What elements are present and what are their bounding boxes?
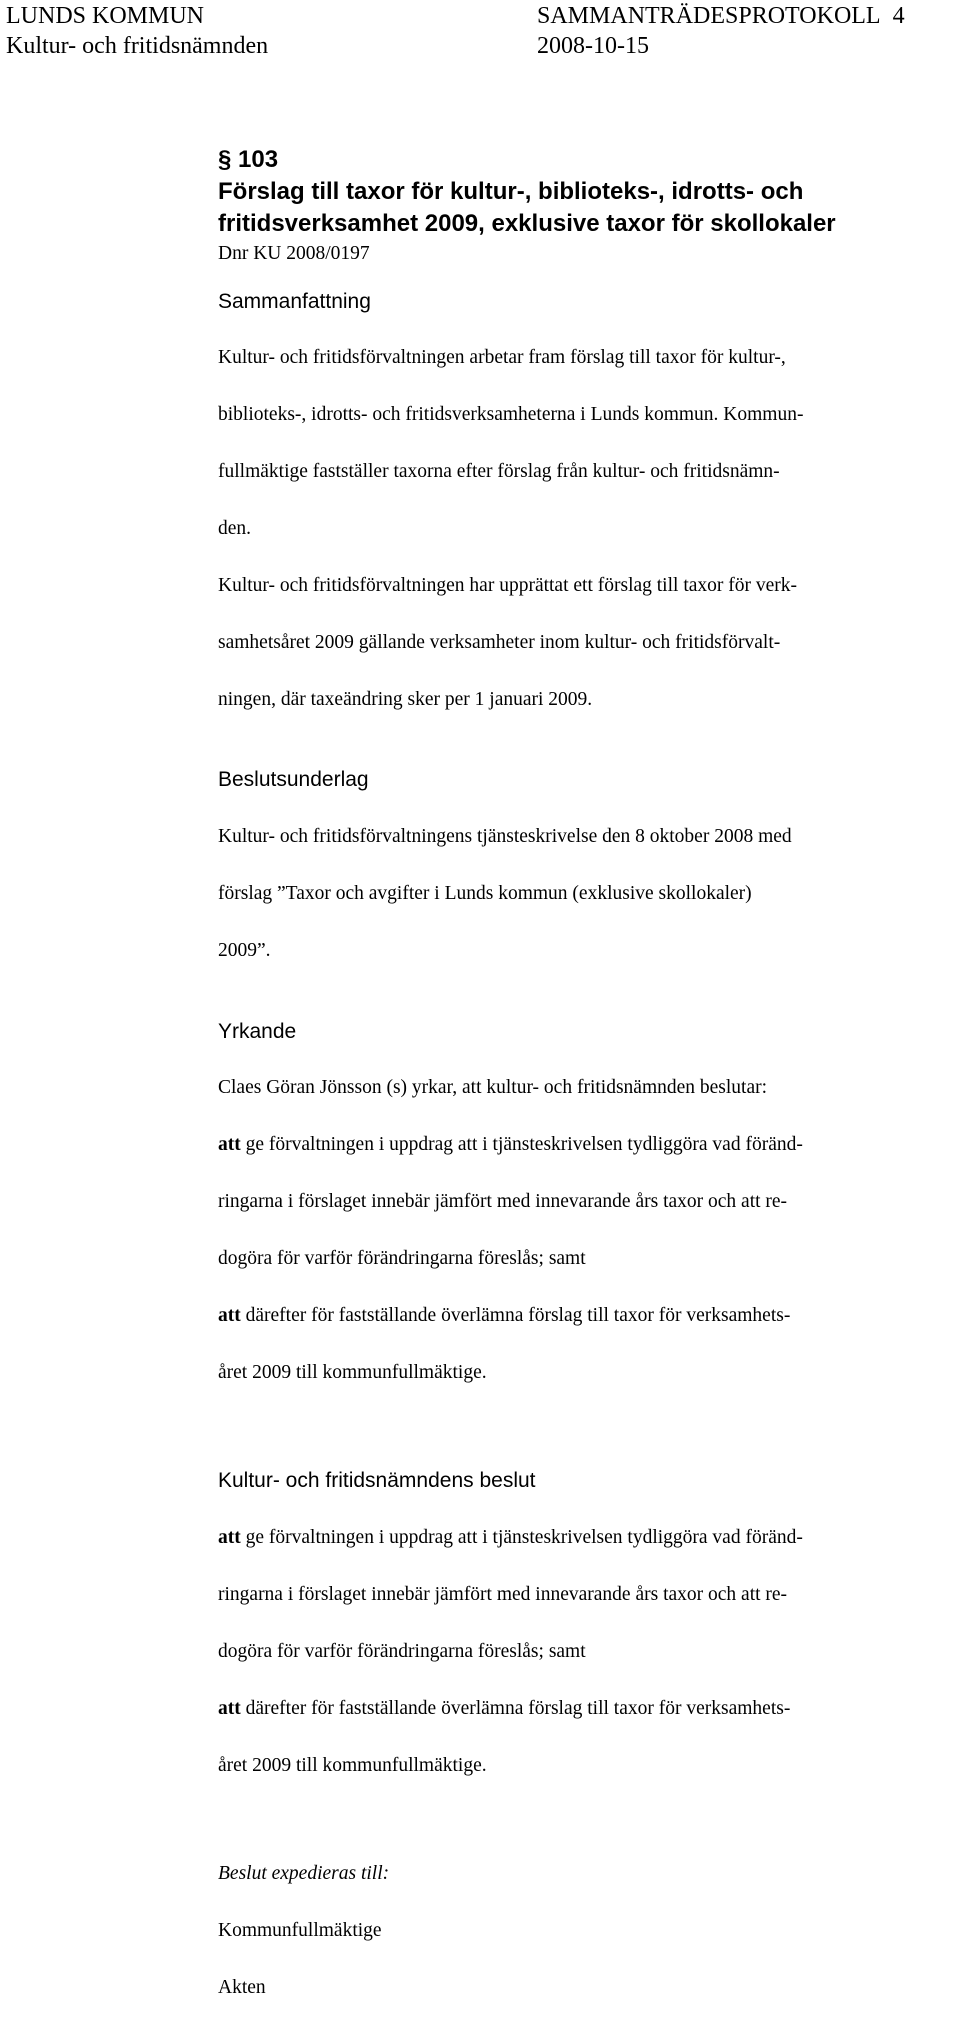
clause-text: därefter för fastställande överlämna förslag till taxor för verksamhets- <box>240 1305 791 1326</box>
att-clause <box>218 1131 960 1160</box>
att-keyword: att <box>218 1134 241 1155</box>
text-line: samhetsåret 2009 gällande verksamheter inom kultur- och fritidsförvalt- <box>218 632 781 653</box>
committee-name: Kultur- och fritidsnämnden <box>6 33 269 59</box>
meeting-date: 2008-10-15 <box>537 33 649 59</box>
text-line: fullmäktige fastställer taxorna efter förslag från kultur- och fritidsnämn- <box>218 461 780 482</box>
section-heading: Yrkande <box>218 1019 297 1043</box>
text-line: biblioteks-, idrotts- och fritidsverksamheterna i Lunds kommun. Kommun- <box>218 404 804 425</box>
doc-type-label: SAMMANTRÄDESPROTOKOLL <box>537 3 881 29</box>
org-name: LUNDS KOMMUN <box>6 3 205 29</box>
text-line: ringarna i förslaget innebär jämfört med innevarande års taxor och att re- <box>218 1583 788 1605</box>
att-clause <box>218 1524 960 1553</box>
att-clause <box>218 1695 960 1724</box>
att-clause <box>218 1302 960 1331</box>
protocol-body <box>218 140 960 2031</box>
text-line: dogöra för varför förändringarna föreslås; samt <box>218 1248 586 1269</box>
att-keyword: att <box>218 1697 241 1719</box>
section-text <box>218 1046 960 1417</box>
text-line: ringarna i förslaget innebär jämfört med innevarande års taxor och att re- <box>218 1191 788 1212</box>
text-line: Kultur- och fritidsförvaltningen arbetar fram förslag till taxor för kultur-, <box>218 347 786 368</box>
text-line: Claes Göran Jönsson (s) yrkar, att kultur- och fritidsnämnden beslutar: <box>218 1077 768 1098</box>
text-line: 2009”. <box>218 939 271 961</box>
att-keyword: att <box>218 1305 241 1326</box>
section-beslut <box>218 1467 960 1809</box>
distribution-list <box>218 1888 960 2031</box>
section-expedieras <box>218 1860 960 2031</box>
paragraph-title-line-2: fritidsverksamhet 2009, exklusive taxor för skollokaler <box>218 210 836 237</box>
clause-text: därefter för fastställande överlämna förslag till taxor för verksamhets- <box>240 1697 791 1719</box>
text-line: ningen, där taxeändring sker per 1 januari 2009. <box>218 689 593 710</box>
section-text <box>218 794 960 994</box>
distribution-heading: Beslut expedieras till: <box>218 1862 390 1884</box>
section-sammanfattning <box>218 288 960 744</box>
att-keyword: att <box>218 1526 241 1548</box>
text-line: året 2009 till kommunfullmäktige. <box>218 1754 487 1776</box>
text-line: Kultur- och fritidsförvaltningen har upprättat ett förslag till taxor för verk- <box>218 575 798 596</box>
text-line: året 2009 till kommunfullmäktige. <box>218 1362 487 1383</box>
page-number: 4 <box>892 3 905 29</box>
section-beslutsunderlag <box>218 766 960 994</box>
section-heading: Beslutsunderlag <box>218 768 369 791</box>
section-heading: Sammanfattning <box>218 289 371 313</box>
text-line: dogöra för varför förändringarna föreslås; samt <box>218 1640 586 1662</box>
clause-text: ge förvaltningen i uppdrag att i tjänsteskrivelsen tydliggöra vad föränd- <box>240 1134 803 1155</box>
recipient: Kommunfullmäktige <box>218 1919 382 1941</box>
clause-text: ge förvaltningen i uppdrag att i tjänsteskrivelsen tydliggöra vad föränd- <box>240 1526 803 1548</box>
paragraph-heading <box>218 144 960 269</box>
paragraph-number: § 103 <box>218 146 279 173</box>
text-line: förslag ”Taxor och avgifter i Lunds kommun (exklusive skollokaler) <box>218 882 752 904</box>
section-text <box>218 1495 960 1809</box>
text-line: den. <box>218 518 252 539</box>
section-yrkande <box>218 1018 960 1417</box>
section-text <box>218 316 960 744</box>
section-heading: Kultur- och fritidsnämndens beslut <box>218 1469 536 1492</box>
document-type <box>537 2 905 30</box>
recipient: Akten <box>218 1976 266 1998</box>
dnr-reference: Dnr KU 2008/0197 <box>218 243 370 264</box>
paragraph-title-line-1: Förslag till taxor för kultur-, biblioteks-, idrotts- och <box>218 178 804 205</box>
text-line: Kultur- och fritidsförvaltningens tjänsteskrivelse den 8 oktober 2008 med <box>218 825 792 847</box>
